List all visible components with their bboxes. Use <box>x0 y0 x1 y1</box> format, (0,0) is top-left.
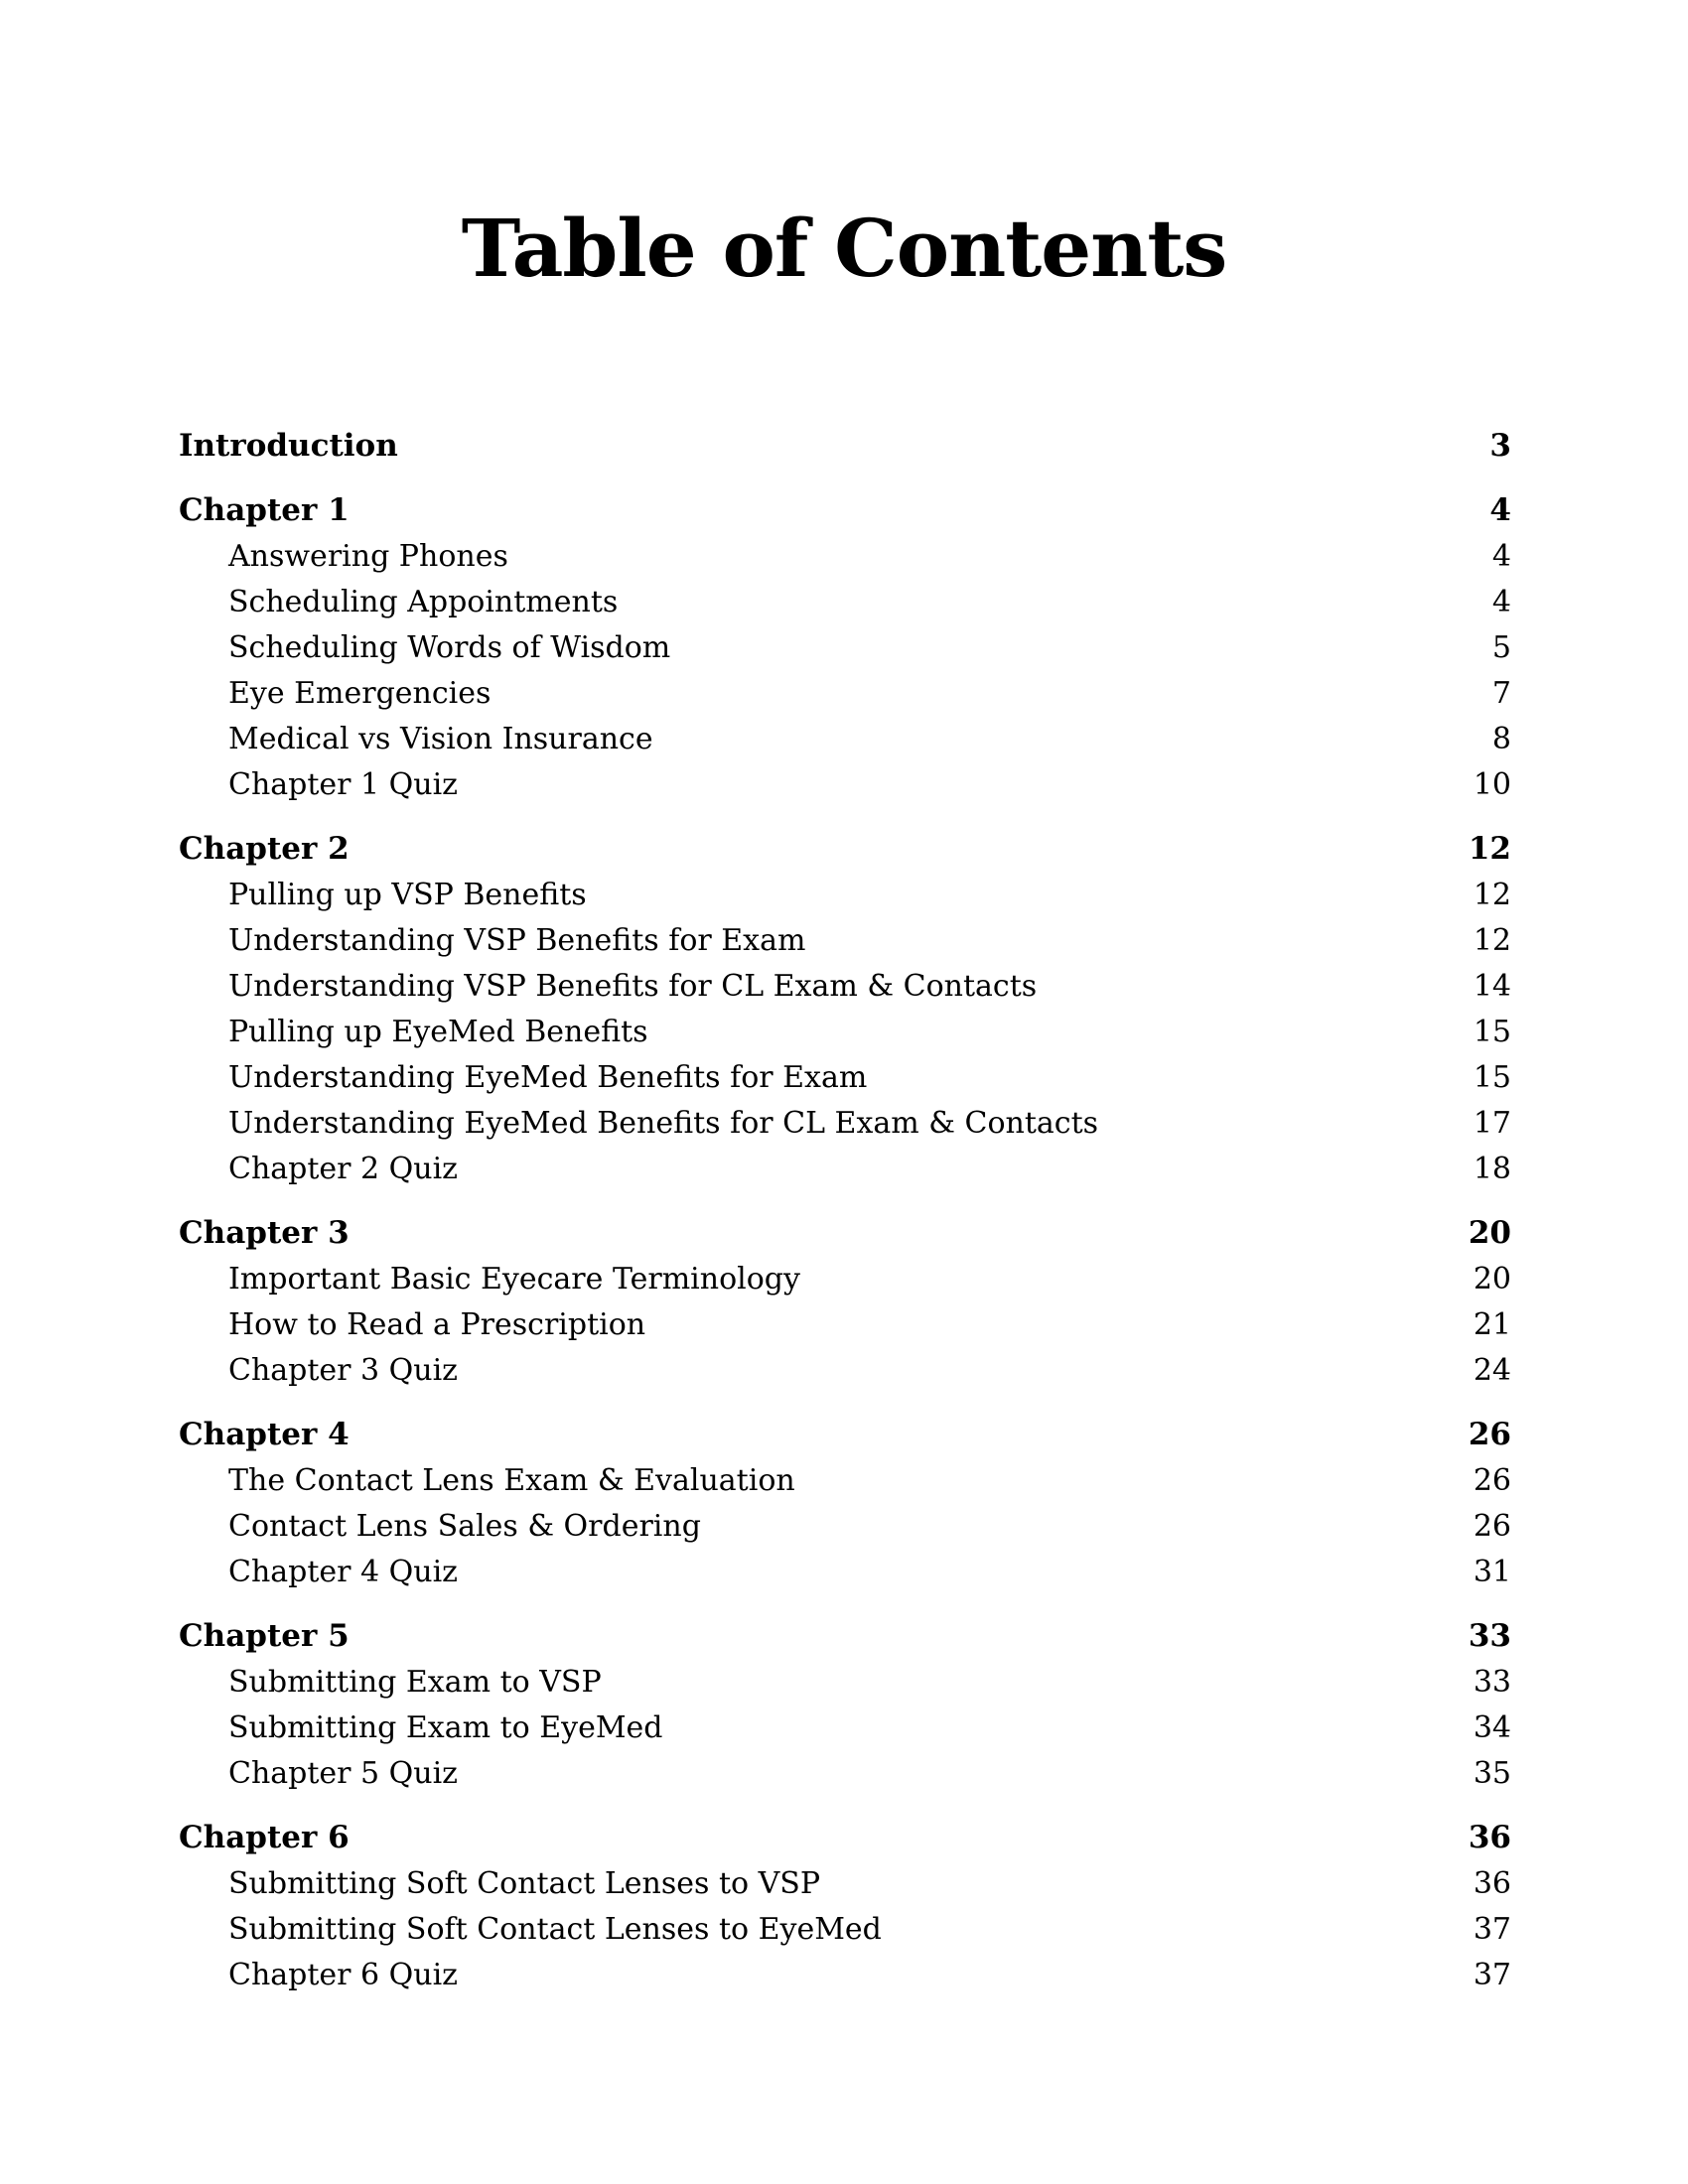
toc-entry[interactable] <box>179 1010 1511 1055</box>
toc-entry-title: Chapter 3 Quiz <box>228 1353 458 1388</box>
toc-entry[interactable] <box>179 1147 1511 1192</box>
toc-entry-title: Pulling up VSP Benefits <box>228 878 587 912</box>
toc-entry[interactable] <box>179 671 1511 717</box>
toc-entry-title: Chapter 2 Quiz <box>228 1152 458 1186</box>
toc-section-page-number: 20 <box>1468 1215 1511 1251</box>
toc-entry-page-number: 4 <box>1491 585 1511 619</box>
toc-section-title: Chapter 1 <box>179 492 350 528</box>
toc-entry-title: Eye Emergencies <box>228 676 492 711</box>
toc-section-page-number: 4 <box>1489 492 1511 528</box>
toc-section-heading[interactable] <box>179 422 1511 470</box>
toc-entry[interactable] <box>179 1550 1511 1595</box>
toc-entry[interactable] <box>179 762 1511 808</box>
toc-entry-page-number: 33 <box>1473 1665 1511 1700</box>
toc-entry[interactable] <box>179 1055 1511 1101</box>
toc-entry[interactable] <box>179 1302 1511 1348</box>
table-of-contents <box>179 422 1511 1998</box>
toc-entry-page-number: 37 <box>1473 1912 1511 1947</box>
toc-entry-page-number: 26 <box>1473 1463 1511 1498</box>
toc-entry-page-number: 7 <box>1491 676 1511 711</box>
toc-entry[interactable] <box>179 717 1511 762</box>
toc-entry-title: Understanding VSP Benefits for Exam <box>228 923 806 958</box>
toc-entry-title: Pulling up EyeMed Benefits <box>228 1015 648 1049</box>
toc-entry[interactable] <box>179 964 1511 1010</box>
toc-section <box>179 1411 1511 1595</box>
toc-entry-page-number: 26 <box>1473 1509 1511 1544</box>
toc-entry-page-number: 31 <box>1473 1555 1511 1589</box>
toc-section-title: Chapter 6 <box>179 1820 350 1855</box>
toc-entry[interactable] <box>179 1861 1511 1907</box>
toc-entry-title: Medical vs Vision Insurance <box>228 722 653 756</box>
toc-entry-page-number: 36 <box>1473 1866 1511 1901</box>
toc-section-heading[interactable] <box>179 1814 1511 1861</box>
toc-section-title: Introduction <box>179 428 398 464</box>
toc-entry-title: Contact Lens Sales & Ordering <box>228 1509 701 1544</box>
toc-section-heading[interactable] <box>179 1209 1511 1257</box>
toc-entry[interactable] <box>179 1458 1511 1504</box>
toc-section-heading[interactable] <box>179 825 1511 873</box>
toc-entry-page-number: 21 <box>1473 1307 1511 1342</box>
toc-entry[interactable] <box>179 625 1511 671</box>
toc-entry-title: Submitting Exam to VSP <box>228 1665 602 1700</box>
toc-section-heading[interactable] <box>179 1612 1511 1660</box>
toc-entry-title: Submitting Soft Contact Lenses to VSP <box>228 1866 821 1901</box>
toc-entry-title: Important Basic Eyecare Terminology <box>228 1262 800 1297</box>
toc-entry-page-number: 10 <box>1473 767 1511 802</box>
toc-entry-title: Scheduling Appointments <box>228 585 619 619</box>
toc-entry-title: How to Read a Prescription <box>228 1307 646 1342</box>
toc-entry-page-number: 18 <box>1473 1152 1511 1186</box>
toc-entry[interactable] <box>179 1504 1511 1550</box>
toc-entry-page-number: 34 <box>1473 1710 1511 1745</box>
toc-entry[interactable] <box>179 1706 1511 1751</box>
toc-section <box>179 422 1511 470</box>
page-title: Table of Contents <box>461 202 1227 295</box>
toc-entry-page-number: 20 <box>1473 1262 1511 1297</box>
toc-entry-title: Chapter 6 Quiz <box>228 1958 458 1992</box>
toc-section-heading[interactable] <box>179 486 1511 534</box>
toc-section-page-number: 12 <box>1468 831 1511 867</box>
toc-section <box>179 1209 1511 1394</box>
toc-entry-title: Submitting Soft Contact Lenses to EyeMed <box>228 1912 882 1947</box>
toc-section-title: Chapter 3 <box>179 1215 350 1251</box>
toc-section-title: Chapter 2 <box>179 831 350 867</box>
toc-section <box>179 1612 1511 1797</box>
toc-entry-page-number: 35 <box>1473 1756 1511 1791</box>
toc-entry-page-number: 24 <box>1473 1353 1511 1388</box>
toc-entry[interactable] <box>179 580 1511 625</box>
toc-entry[interactable] <box>179 1348 1511 1394</box>
toc-section <box>179 486 1511 808</box>
toc-entry-title: Chapter 5 Quiz <box>228 1756 458 1791</box>
toc-entry[interactable] <box>179 873 1511 918</box>
toc-section <box>179 825 1511 1192</box>
toc-entry[interactable] <box>179 534 1511 580</box>
toc-entry-page-number: 5 <box>1491 630 1511 665</box>
toc-section-heading[interactable] <box>179 1411 1511 1458</box>
toc-section <box>179 1814 1511 1998</box>
toc-entry[interactable] <box>179 1907 1511 1953</box>
toc-entry[interactable] <box>179 1660 1511 1706</box>
toc-entry[interactable] <box>179 918 1511 964</box>
toc-entry-title: Chapter 1 Quiz <box>228 767 458 802</box>
toc-section-page-number: 36 <box>1468 1820 1511 1855</box>
toc-entry-title: Understanding VSP Benefits for CL Exam & Contacts <box>228 969 1038 1004</box>
toc-entry-page-number: 14 <box>1473 969 1511 1004</box>
toc-entry-title: Submitting Exam to EyeMed <box>228 1710 663 1745</box>
toc-entry-title: The Contact Lens Exam & Evaluation <box>228 1463 795 1498</box>
toc-entry-page-number: 17 <box>1473 1106 1511 1141</box>
toc-entry-page-number: 4 <box>1491 539 1511 574</box>
toc-section-page-number: 3 <box>1489 428 1511 464</box>
toc-section-title: Chapter 5 <box>179 1618 350 1654</box>
toc-section-page-number: 26 <box>1468 1417 1511 1452</box>
toc-section-title: Chapter 4 <box>179 1417 350 1452</box>
toc-entry[interactable] <box>179 1751 1511 1797</box>
toc-entry-page-number: 8 <box>1491 722 1511 756</box>
toc-entry-page-number: 12 <box>1473 878 1511 912</box>
toc-entry-page-number: 15 <box>1473 1060 1511 1095</box>
toc-section-page-number: 33 <box>1468 1618 1511 1654</box>
toc-entry-page-number: 37 <box>1473 1958 1511 1992</box>
toc-entry-title: Chapter 4 Quiz <box>228 1555 458 1589</box>
toc-entry[interactable] <box>179 1257 1511 1302</box>
toc-entry-page-number: 15 <box>1473 1015 1511 1049</box>
toc-entry[interactable] <box>179 1101 1511 1147</box>
toc-entry-title: Scheduling Words of Wisdom <box>228 630 671 665</box>
toc-entry-title: Answering Phones <box>228 539 508 574</box>
toc-entry-title: Understanding EyeMed Benefits for Exam <box>228 1060 868 1095</box>
toc-entry-title: Understanding EyeMed Benefits for CL Exam & Contacts <box>228 1106 1099 1141</box>
toc-entry[interactable] <box>179 1953 1511 1998</box>
toc-entry-page-number: 12 <box>1473 923 1511 958</box>
